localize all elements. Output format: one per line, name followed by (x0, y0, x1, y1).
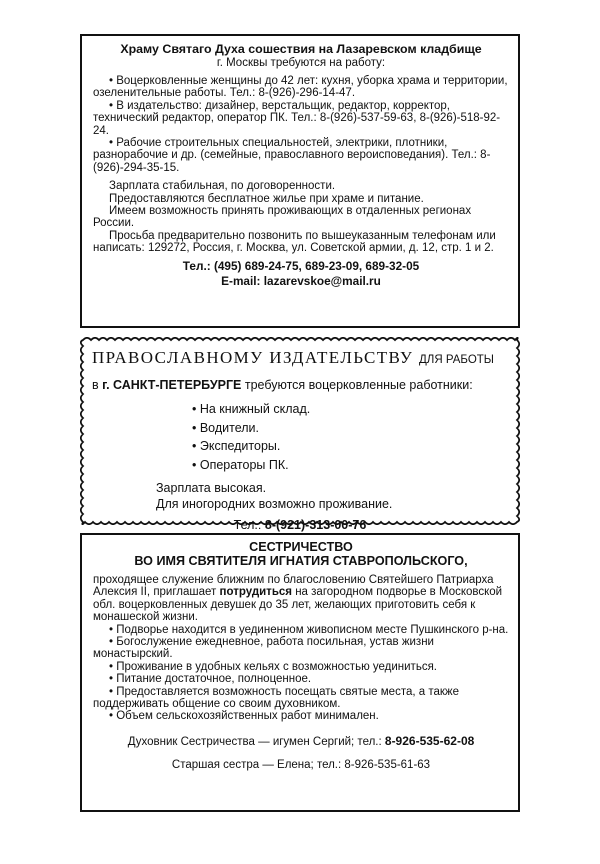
ad1-regions: Имеем возможность принять проживающих в отдаленных регионах России. (93, 205, 472, 230)
ad1-contact-note: Просьба предварительно позвонить по вышеуказанным телефонам или написать: 129272, Россия, г. Москва, ул. Советской армии, д. 12, стр. 1 и 2. (93, 229, 496, 255)
ad2-heading-tail: ДЛЯ РАБОТЫ (419, 354, 494, 366)
ad3-elder: Старшая сестра — Елена; тел.: (171, 758, 342, 771)
ad2-prefix: в (92, 378, 99, 392)
ad-publisher (80, 337, 520, 533)
ad3-intro-b: на загородном подворье в Московской обл. воцерковленных девушек до 35 лет, желающих приготовить себя к монашеской жизни. (93, 586, 503, 624)
list-item: • Подворье находится в уединенном живописном месте Пушкинского р-на. (109, 623, 509, 636)
ad1-phones: Тел.: (495) 689-24-75, 689-23-09, 689-32-05 (182, 258, 420, 273)
list-item: • Питание достаточное, полноценное. (109, 673, 312, 686)
ad1-email: E-mail: lazarevskoe@mail.ru (221, 273, 381, 288)
list-item: • На книжный склад. (192, 402, 311, 416)
ad3-confessor-tel: 8-926-535-62-08 (384, 733, 475, 748)
ad1-housing: Предоставляются бесплатное жилье при храме и питание. (109, 192, 424, 205)
ad3-intro-bold: потрудиться (219, 586, 292, 599)
list-item: • Водители. (192, 420, 260, 435)
ad1-item-women: • Воцерковленные женщины до 42 лет: кухня, уборка храма и территории, озеленительные работы. Тел.: 8-(926)-296-14-47. (93, 75, 508, 100)
ad1-item-builders: • Рабочие строительных специальностей, электрики, плотники, разнорабочие и др. (семейные, православного вероисповедания). Тел.: 8-(926)-294-35-15. (93, 137, 491, 174)
ad2-needs: требуются воцерковленные работники: (244, 378, 473, 392)
ad2-tel-label: Тел.: (233, 518, 262, 533)
ad3-title: СЕСТРИЧЕСТВО (249, 540, 353, 554)
ad2-housing: Для иногородних возможно проживание. (156, 497, 393, 512)
ad-lazarevskoe (80, 34, 520, 328)
list-item: • Предоставляется возможность посещать святые места, а также поддерживать общение со своим духовником. (93, 685, 459, 711)
ad3-intro (93, 574, 509, 624)
list-item: • Богослужение ежедневное, работа посильная, устав жизни монастырский. (93, 636, 434, 661)
ad-sisterhood (80, 533, 520, 812)
ad2-tel-number: 8-(921)-313-00-76 (264, 518, 367, 533)
ad1-title: Храму Святаго Духа сошествия на Лазаревском кладбище (120, 42, 482, 56)
list-item: • Проживание в удобных кельях с возможностью уединиться. (109, 660, 437, 673)
ad3-elder-tel: 8-926-535-61-63 (344, 758, 431, 771)
ad1-item-publishing: • В издательство: дизайнер, верстальщик, редактор, корректор, технический редактор, оператор ПК. Тел.: 8-(926)-537-59-63, 8-(926)-518-92-24. (93, 99, 501, 137)
ad2-salary: Зарплата высокая. (156, 481, 267, 496)
ad2-city: г. САНКТ-ПЕТЕРБУРГЕ (102, 378, 242, 392)
ad1-salary: Зарплата стабильная, по договоренности. (109, 180, 336, 193)
list-item: • Операторы ПК. (192, 457, 289, 472)
ad3-subtitle: ВО ИМЯ СВЯТИТЕЛЯ ИГНАТИЯ СТАВРОПОЛЬСКОГО, (134, 554, 468, 568)
list-item: • Экспедиторы. (192, 439, 281, 454)
ad2-heading: ПРАВОСЛАВНОМУ ИЗДАТЕЛЬСТВУ (92, 348, 414, 367)
ad3-confessor: Духовник Сестричества — игумен Сергий; тел.: (127, 735, 382, 748)
ad2-job-list (192, 400, 508, 474)
ad1-subtitle: г. Москвы требуются на работу: (216, 57, 386, 69)
list-item: • Объем сельскохозяйственных работ минимален. (109, 710, 379, 723)
ad3-intro-a: проходящее служение ближним по благословению Святейшего Патриарха Алексия II, приглашает (93, 574, 494, 599)
